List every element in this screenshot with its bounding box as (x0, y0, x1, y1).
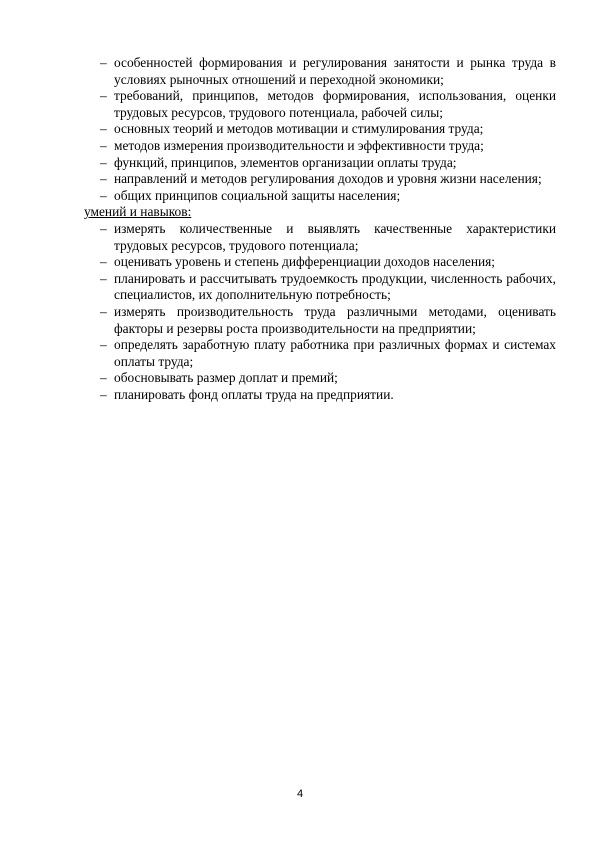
dash-marker: – (100, 154, 107, 170)
list-item (84, 155, 556, 172)
knowledge-list (84, 55, 556, 204)
list-item (84, 370, 556, 387)
page-content (84, 55, 556, 403)
list-item-text: методов измерения производительности и эффективности труда; (114, 137, 484, 153)
list-item (84, 304, 556, 337)
list-item (84, 121, 556, 138)
list-item (84, 88, 556, 121)
list-item-text: особенностей формирования и регулирования занятости и рынка труда в условиях рыночных отношений и переходной экономики; (114, 55, 556, 87)
dash-marker: – (100, 171, 107, 187)
list-item (84, 138, 556, 155)
list-item (84, 254, 556, 271)
list-item-text: основных теорий и методов мотивации и стимулирования труда; (114, 121, 484, 137)
list-item-text: измерять количественные и выявлять качественные характеристики трудовых ресурсов, трудового потенциала; (114, 220, 556, 253)
list-item-text: общих принципов социальной защиты населения; (114, 187, 401, 203)
dash-marker: – (100, 187, 107, 203)
dash-marker: – (100, 270, 107, 286)
dash-marker: – (100, 55, 107, 70)
list-item (84, 171, 556, 188)
skills-list (84, 221, 556, 404)
list-item (84, 55, 556, 88)
list-item-text: направлений и методов регулирования доходов и уровня жизни населения; (114, 171, 542, 187)
list-item-text: требований, принципов, методов формирования, использования, оценки трудовых ресурсов, трудового потенциала, рабочей силы; (114, 88, 556, 120)
list-item-text: определять заработную плату работника при различных формах и системах оплаты труда; (114, 337, 556, 369)
dash-marker: – (100, 386, 107, 402)
dash-marker: – (100, 337, 107, 353)
list-item-text: планировать и рассчитывать трудоемкость продукции, численность рабочих, специалистов, их дополнительную потребность; (114, 270, 556, 303)
list-item (84, 387, 556, 404)
dash-marker: – (100, 370, 107, 386)
list-item (84, 188, 556, 205)
list-item-text: обосновывать размер доплат и премий; (114, 370, 338, 386)
skills-heading: умений и навыков: (84, 204, 192, 220)
list-item (84, 221, 556, 254)
dash-marker: – (100, 121, 107, 137)
dash-marker: – (100, 88, 107, 104)
dash-marker: – (100, 254, 107, 270)
list-item-text: оценивать уровень и степень дифференциации доходов населения; (114, 254, 496, 270)
list-item-text: функций, принципов, элементов организации оплаты труда; (114, 154, 457, 170)
dash-marker: – (100, 303, 107, 319)
list-item-text: планировать фонд оплаты труда на предприятии. (114, 386, 394, 402)
list-item-text: измерять производительность труда различными методами, оценивать факторы и резервы роста производительности на предприятии; (114, 303, 556, 336)
list-item (84, 337, 556, 370)
dash-marker: – (100, 220, 107, 236)
list-item (84, 271, 556, 304)
dash-marker: – (100, 137, 107, 153)
page-number: 4 (296, 788, 304, 800)
